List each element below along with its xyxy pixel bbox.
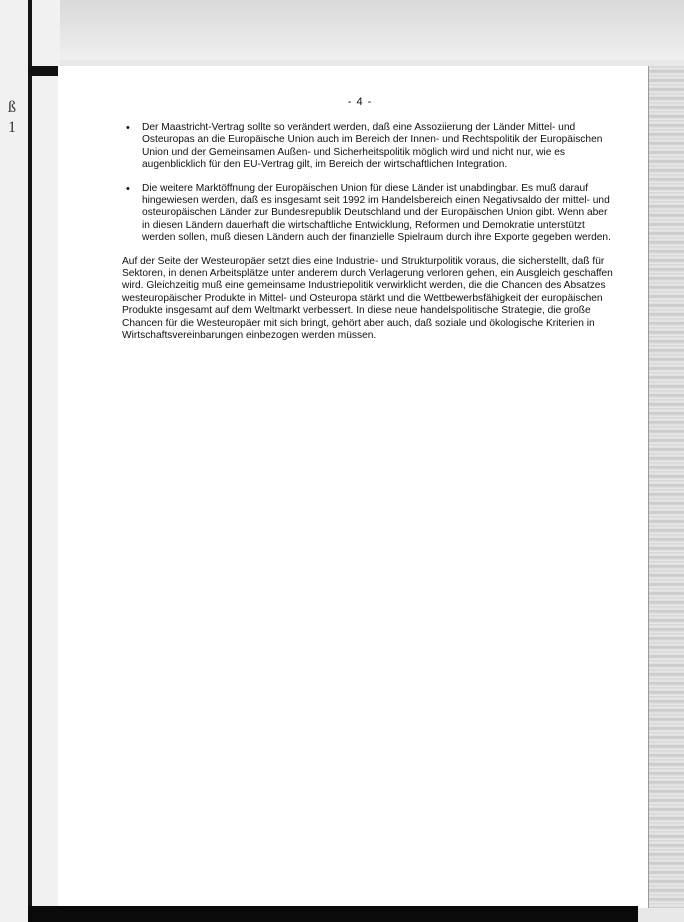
bullet-item xyxy=(122,122,614,172)
page-content xyxy=(122,122,614,343)
handwritten-margin-marks: ß 1 xyxy=(8,99,16,136)
bullet-text: Der Maastricht-Vertrag sollte so verändert werden, daß eine Assoziierung der Länder Mittel- und Osteuropas an die Europäische Union auch im Bereich der Innen- und Rechtspolitik der Europäischen Union und der Gemeinsamen Außen- und Sicherheitspolitik möglich wird und nicht nur, wie es augenblicklich für den EU-Vertrag gilt, im Bereich der wirtschaftlichen Integration. xyxy=(142,122,603,171)
bullet-icon: • xyxy=(126,122,130,134)
document-page xyxy=(58,66,648,908)
scan-edge-noise xyxy=(648,66,684,908)
bullet-item xyxy=(122,183,614,245)
scan-bottom-edge xyxy=(28,906,638,922)
body-paragraph: Auf der Seite der Westeuropäer setzt dies eine Industrie- und Strukturpolitik voraus, die sicherstellt, daß für Sektoren, in denen Arbeitsplätze unter anderem durch Verlagerung verloren gehen, ein Ausgleich geschaffen wird. Gleichzeitig muß eine gemeinsame Industriepolitik verwirklicht werden, die die Chancen des Absatzes westeuropäischer Produkte in Mittel- und Osteuropa stärkt und die Wettbewerbsfähigkeit der europäischen Produkte insgesamt auf dem Weltmarkt verbessert. In diese neue handelspolitische Strategie, die große Chancen für die Westeuropäer mit sich bringt, gehört aber auch, daß soziale und ökologische Kriterien in Wirtschaftsvereinbarungen einbezogen werden müssen. xyxy=(122,255,613,342)
page-number: - 4 - xyxy=(347,96,373,108)
bullet-text: Die weitere Marktöffnung der Europäischen Union für diese Länder ist unabdingbar. Es muß darauf hingewiesen werden, daß es insgesamt seit 1992 im Handelsbereich einen Negativsaldo der mittel- und osteuropäischen Länder zur Bundesrepublik Deutschland und der Europäischen Union gibt. Wenn aber in diesen Ländern dauerhaft die wirtschaftliche Entwicklung, Reformen und Demokratie unterstützt werden sollen, muß diesen Ländern auch der finanzielle Spielraum durch ihre Exporte gegeben werden. xyxy=(142,182,611,244)
bullet-icon: • xyxy=(126,182,130,195)
scan-background-top xyxy=(0,0,684,60)
